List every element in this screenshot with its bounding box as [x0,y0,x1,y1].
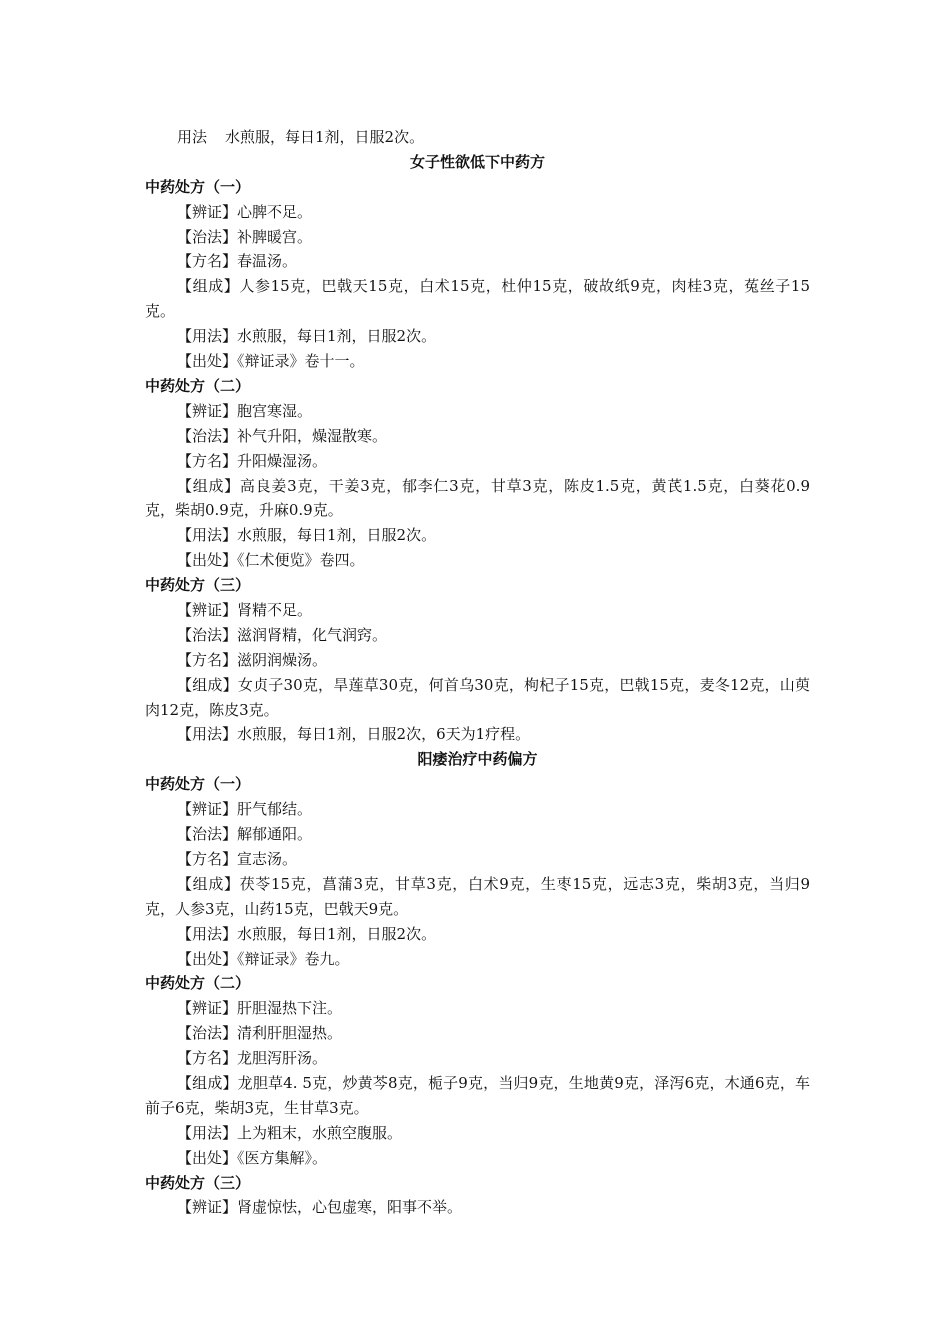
diagnosis-line: 【辨证】肾精不足。 [177,600,313,619]
section-title: 阳痿治疗中药偏方 [417,750,538,769]
prescription-heading: 中药处方（一） [145,775,251,794]
formula-name-line: 【方名】升阳燥湿汤。 [177,451,328,470]
source-line: 【出处】《仁术便览》卷四。 [177,551,365,570]
prescription-heading: 中药处方（三） [145,1173,251,1192]
prescription-heading: 中药处方（三） [145,576,251,595]
diagnosis-line: 【辨证】肾虚惊怯，心包虚寒，阳事不举。 [177,1198,463,1217]
usage-line: 【用法】水煎服，每日1剂，日服2次。 [177,924,437,943]
usage-line [145,125,810,150]
treatment-line: 【治法】补气升阳，燥湿散寒。 [177,426,388,445]
diagnosis-line: 【辨证】心脾不足。 [177,202,313,221]
prescription-heading: 中药处方（二） [145,974,251,993]
diagnosis-line: 【辨证】胞宫寒湿。 [177,401,313,420]
usage-line: 【用法】水煎服，每日1剂，日服2次。 [177,327,437,346]
usage-line: 【用法】上为粗末，水煎空腹服。 [177,1123,403,1142]
formula-name-line: 【方名】春温汤。 [177,252,298,271]
usage-label: 用法 [177,128,208,146]
treatment-line: 【治法】补脾暖宫。 [177,227,313,246]
composition-line: 【组成】女贞子30克，旱莲草30克，何首乌30克，枸杞子15克，巴戟15克，麦冬12克，山萸肉12克，陈皮3克。 [145,675,810,719]
section-title: 女子性欲低下中药方 [409,152,545,171]
formula-name-line: 【方名】滋阴润燥汤。 [177,650,328,669]
treatment-line: 【治法】清利肝胆湿热。 [177,1024,343,1043]
usage-line: 【用法】水煎服，每日1剂，日服2次，6天为1疗程。 [177,725,531,744]
usage-text: 水煎服，每日1剂，日服2次。 [225,128,425,146]
formula-name-line: 【方名】龙胆泻肝汤。 [177,1049,328,1068]
composition-line: 【组成】茯苓15克，菖蒲3克，甘草3克，白术9克，生枣15克，远志3克，柴胡3克，当归9克，人参3克，山药15克，巴戟天9克。 [145,874,810,918]
source-line: 【出处】《医方集解》。 [177,1148,328,1167]
treatment-line: 【治法】解郁通阳。 [177,825,313,844]
diagnosis-line: 【辨证】肝气郁结。 [177,800,313,819]
source-line: 【出处】《辩证录》卷九。 [177,949,350,968]
treatment-line: 【治法】滋润肾精，化气润窍。 [177,625,388,644]
composition-line: 【组成】高良姜3克，干姜3克，郁李仁3克，甘草3克，陈皮1.5克，黄芪1.5克，白葵花0.9克，柴胡0.9克，升麻0.9克。 [145,476,810,520]
diagnosis-line: 【辨证】肝胆湿热下注。 [177,999,343,1018]
formula-name-line: 【方名】宣志汤。 [177,849,298,868]
source-line: 【出处】《辩证录》卷十一。 [177,352,365,371]
prescription-heading: 中药处方（一） [145,177,251,196]
document-page [145,125,810,1220]
usage-line: 【用法】水煎服，每日1剂，日服2次。 [177,526,437,545]
composition-line: 【组成】人参15克，巴戟天15克，白术15克，杜仲15克，破故纸9克，肉桂3克，菟丝子15克。 [145,277,810,321]
composition-line: 【组成】龙胆草4. 5克，炒黄芩8克，栀子9克，当归9克，生地黄9克，泽泻6克，木通6克，车前子6克，柴胡3克，生甘草3克。 [145,1073,810,1117]
prescription-heading: 中药处方（二） [145,376,251,395]
